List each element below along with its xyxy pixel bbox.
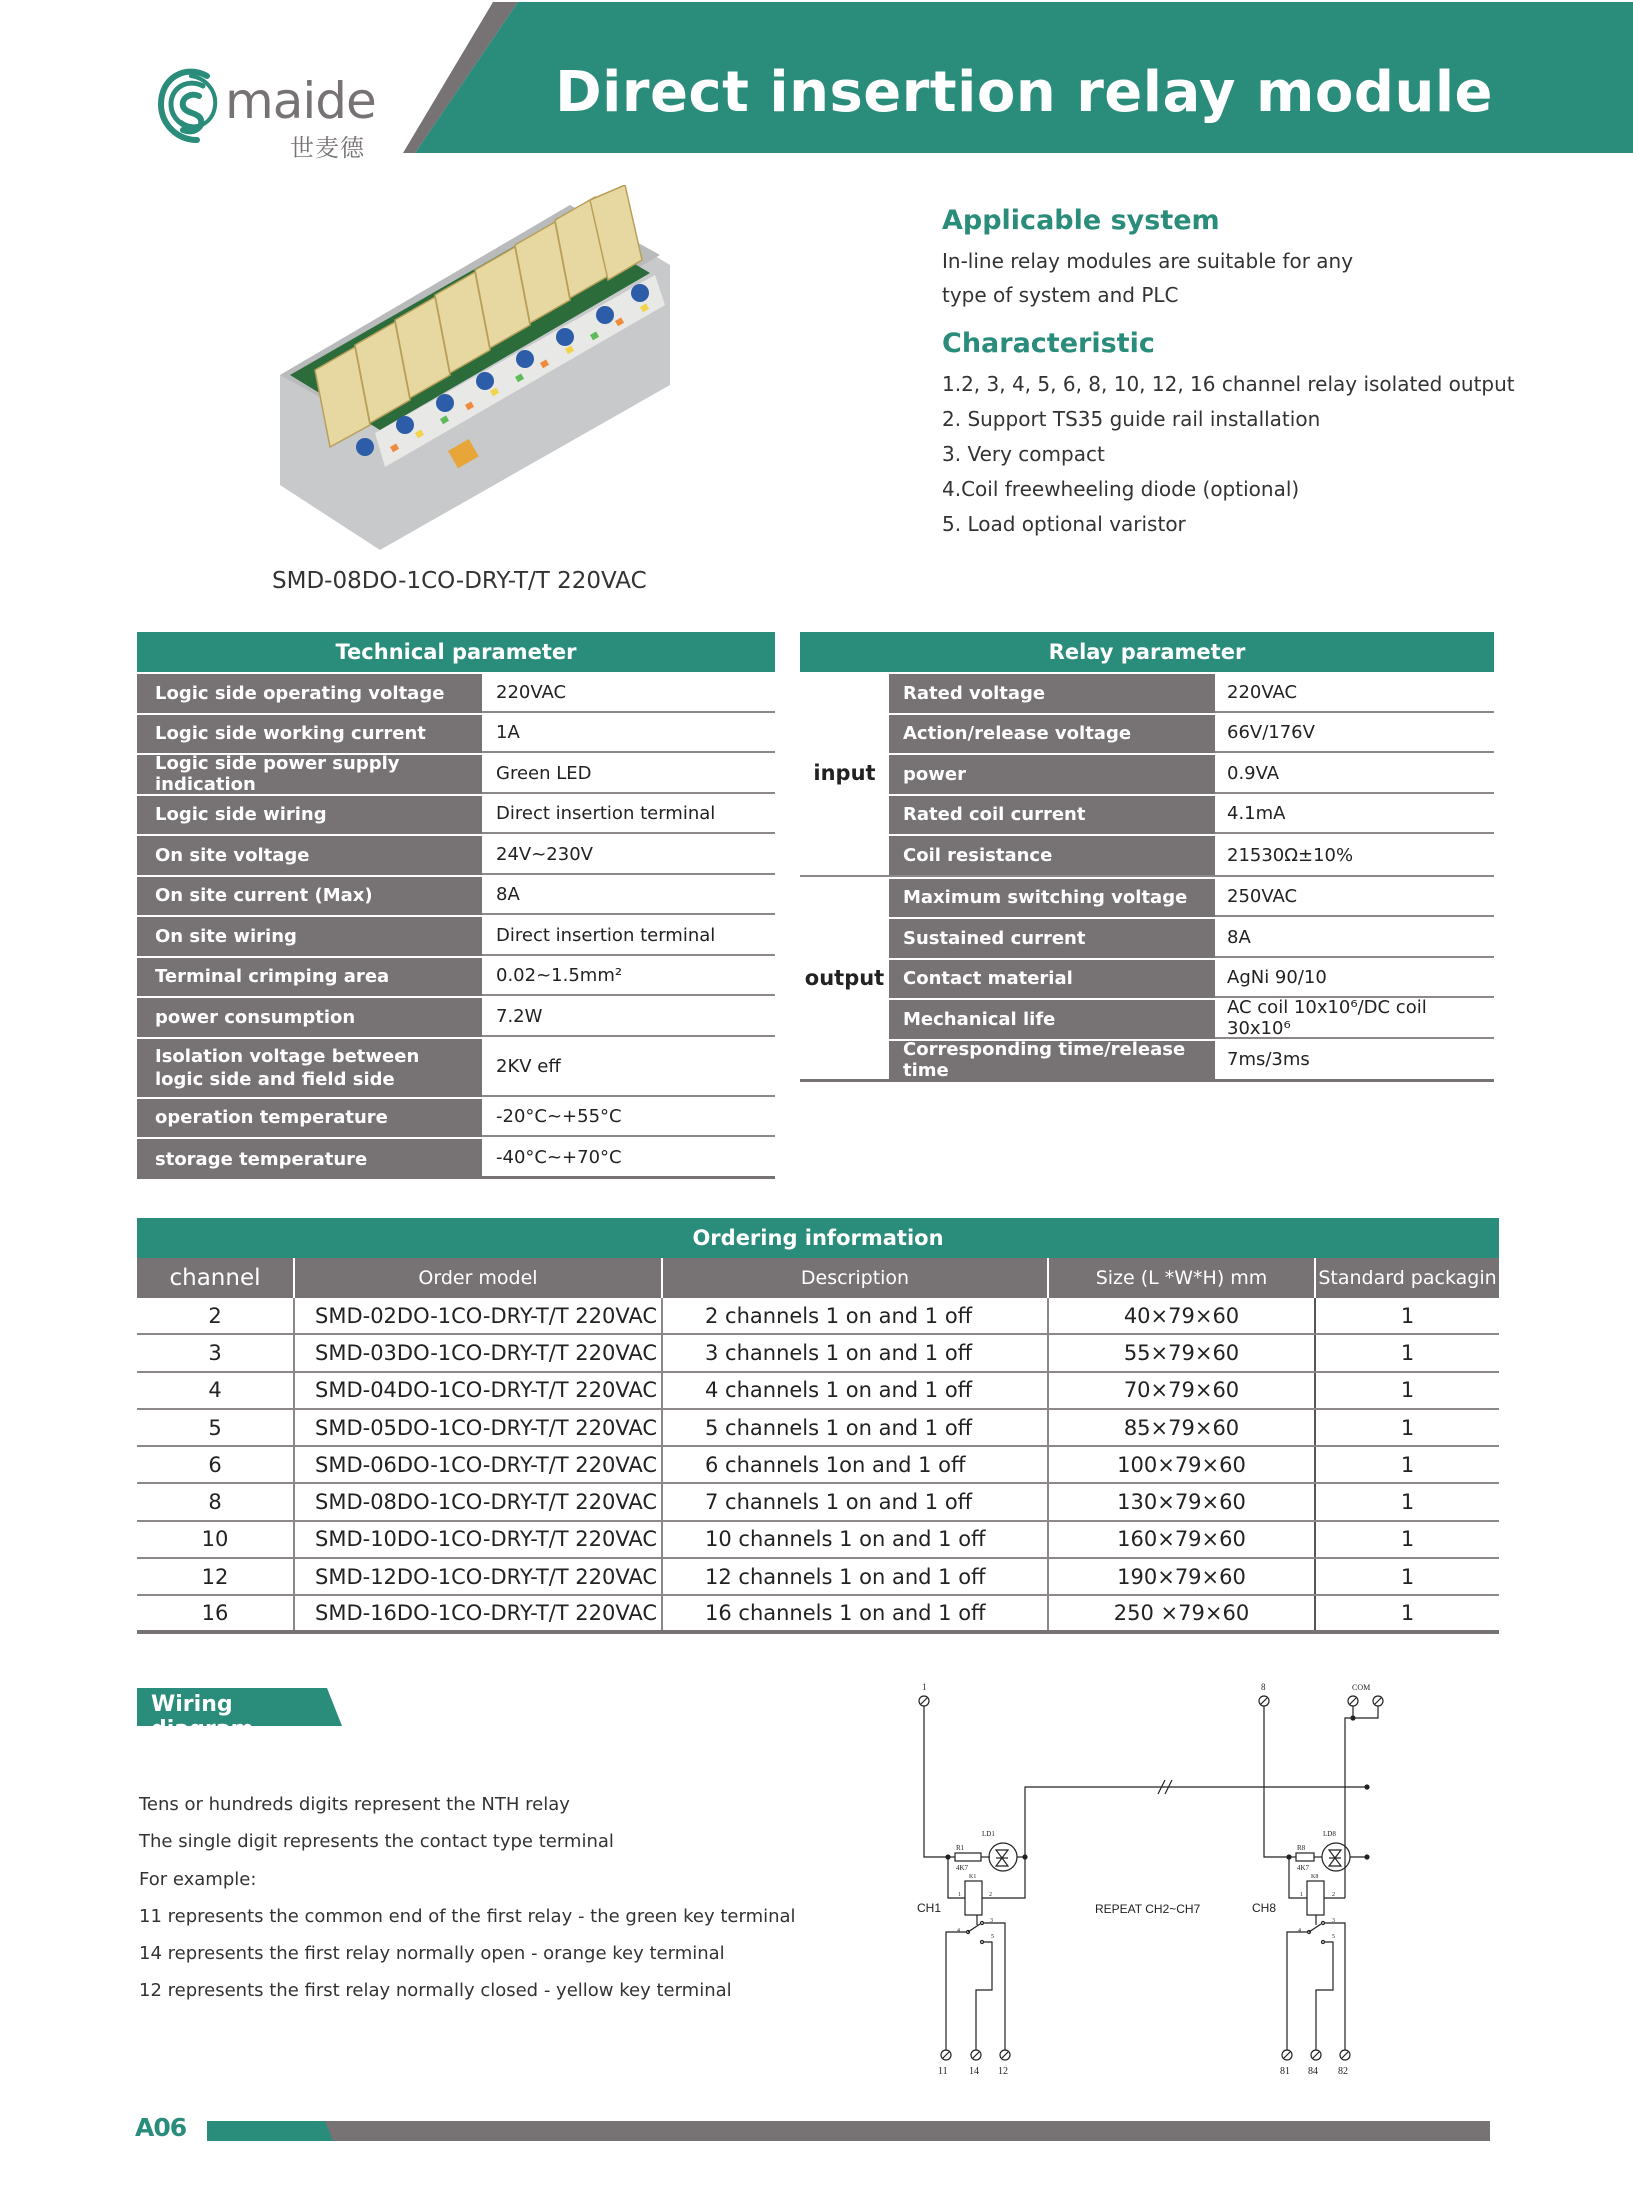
param-value: 1A [482, 715, 775, 754]
cell-description: 2 channels 1 on and 1 off [661, 1298, 1047, 1333]
table-row [137, 834, 775, 875]
table-row [137, 1097, 775, 1138]
table-row [137, 1484, 1499, 1521]
characteristic-item: 5. Load optional varistor [942, 512, 1186, 536]
cell-packaging: 1 [1314, 1484, 1499, 1519]
param-name: power [889, 755, 1215, 794]
svg-text:2: 2 [989, 1892, 992, 1898]
smaide-swirl-icon [155, 66, 225, 146]
wiring-note: 11 represents the common end of the first relay - the green key terminal [139, 1905, 796, 1927]
param-value: 0.9VA [1215, 755, 1494, 794]
cell-packaging: 1 [1314, 1373, 1499, 1408]
column-header-channel: channel [169, 1265, 261, 1291]
cell-model: SMD-12DO-1CO-DRY-T/T 220VAC [293, 1559, 661, 1594]
svg-text:K8: K8 [1311, 1874, 1319, 1880]
table-row [137, 1373, 1499, 1410]
cell-packaging: 1 [1314, 1447, 1499, 1482]
param-value: 4.1mA [1215, 796, 1494, 835]
cell-size: 160×79×60 [1047, 1522, 1314, 1557]
characteristic-item: 1.2, 3, 4, 5, 6, 8, 10, 12, 16 channel relay isolated output [942, 372, 1515, 396]
column-header-description: Description [661, 1258, 1047, 1298]
intro-section [942, 205, 1562, 542]
cell-size: 130×79×60 [1047, 1484, 1314, 1519]
table-row [137, 1559, 1499, 1596]
cell-channel: 8 [208, 1490, 222, 1515]
param-name: storage temperature [137, 1139, 482, 1179]
table-row [137, 875, 775, 916]
param-name: Rated voltage [889, 674, 1215, 713]
param-name: Contact material [889, 960, 1215, 999]
cell-size: 100×79×60 [1047, 1447, 1314, 1482]
param-value: 2KV eff [482, 1039, 775, 1097]
table-row [889, 877, 1494, 918]
table-row [137, 672, 775, 713]
cell-channel: 3 [208, 1340, 222, 1365]
brand-name-chinese: 世麦德 [290, 134, 365, 162]
cell-channel: 6 [208, 1452, 222, 1477]
param-value: 220VAC [482, 674, 775, 713]
svg-text:4K7: 4K7 [1297, 1864, 1310, 1872]
table-row [137, 713, 775, 754]
svg-text:3: 3 [990, 1918, 993, 1924]
param-name: On site voltage [137, 836, 482, 875]
table-row [137, 1298, 1499, 1335]
table-row [137, 1410, 1499, 1447]
relay-coil-icon [1307, 1881, 1324, 1915]
param-name: Maximum switching voltage [889, 879, 1215, 918]
cell-size: 70×79×60 [1047, 1373, 1314, 1408]
param-name: Rated coil current [889, 796, 1215, 835]
svg-text:2: 2 [1332, 1892, 1335, 1898]
cell-model: SMD-03DO-1CO-DRY-T/T 220VAC [293, 1335, 661, 1370]
svg-text:11: 11 [938, 2066, 948, 2077]
applicable-system-heading: Applicable system [942, 205, 1220, 236]
svg-text:4: 4 [1298, 1928, 1301, 1934]
characteristic-list [942, 367, 1562, 542]
wiring-note: 12 represents the first relay normally closed - yellow key terminal [139, 1980, 732, 2002]
svg-text:LD8: LD8 [1323, 1830, 1336, 1838]
applicable-system-line: In-line relay modules are suitable for any [942, 249, 1354, 273]
terminal-label: 1 [922, 1682, 927, 1692]
table-row [137, 996, 775, 1037]
param-name: Isolation voltage between logic side and field side [137, 1039, 482, 1097]
relay-output-group [800, 877, 1494, 1083]
repeat-label: REPEAT CH2~CH7 [1095, 1902, 1201, 1916]
param-value: 7.2W [482, 998, 775, 1037]
svg-text:1: 1 [1300, 1892, 1303, 1898]
wiring-note: Tens or hundreds digits represent the NTH relay [139, 1794, 570, 1815]
characteristic-heading: Characteristic [942, 328, 1155, 359]
table-row [889, 713, 1494, 754]
param-value: 21530Ω±10% [1227, 844, 1354, 866]
svg-text:82: 82 [1338, 2066, 1348, 2077]
led-icon [989, 1843, 1017, 1871]
table-row [889, 672, 1494, 713]
cell-channel: 10 [201, 1527, 229, 1552]
cell-description: 4 channels 1 on and 1 off [661, 1373, 1047, 1408]
cell-packaging: 1 [1314, 1335, 1499, 1370]
svg-text:4: 4 [957, 1928, 960, 1934]
channel-label: CH1 [917, 1901, 942, 1915]
param-value: 0.02~1.5mm² [482, 958, 775, 997]
table-row [137, 753, 775, 794]
cell-packaging: 1 [1314, 1522, 1499, 1557]
table-row [137, 1335, 1499, 1372]
table-row [137, 794, 775, 835]
param-name: Logic side operating voltage [137, 674, 482, 713]
cell-channel: 5 [208, 1415, 222, 1440]
svg-text:5: 5 [1332, 1934, 1335, 1940]
cell-packaging: 1 [1314, 1410, 1499, 1445]
wiring-note: The single digit represents the contact type terminal [139, 1831, 614, 1853]
cell-channel: 2 [208, 1303, 222, 1328]
led-icon [1322, 1843, 1350, 1871]
table-title: Relay parameter [800, 632, 1494, 672]
table-row [889, 753, 1494, 794]
param-value: AgNi 90/10 [1215, 960, 1494, 999]
param-name: On site wiring [137, 917, 482, 956]
svg-text:4K7: 4K7 [956, 1864, 969, 1872]
page-title: Direct insertion relay module [555, 60, 1493, 125]
table-title: Ordering information [137, 1218, 1499, 1258]
relay-coil-icon [965, 1881, 982, 1915]
param-name: Action/release voltage [889, 715, 1215, 754]
cell-description: 3 channels 1 on and 1 off [661, 1335, 1047, 1370]
param-value: Direct insertion terminal [482, 796, 775, 835]
table-row [137, 1522, 1499, 1559]
wiring-notes [139, 1786, 796, 2010]
column-header-model: Order model [293, 1258, 661, 1298]
param-name: Logic side power supply indication [137, 755, 482, 794]
cell-description: 10 channels 1 on and 1 off [661, 1522, 1047, 1557]
svg-text:LD1: LD1 [982, 1830, 995, 1838]
table-title: Technical parameter [137, 632, 775, 672]
ordering-information-table [137, 1218, 1499, 1634]
svg-text:1: 1 [958, 1892, 961, 1898]
cell-model: SMD-08DO-1CO-DRY-T/T 220VAC [293, 1484, 661, 1519]
param-value: -20°C~+55°C [482, 1099, 775, 1138]
svg-text:K1: K1 [969, 1874, 977, 1880]
cell-description: 12 channels 1 on and 1 off [661, 1559, 1047, 1594]
cell-size: 190×79×60 [1047, 1559, 1314, 1594]
table-row [137, 956, 775, 997]
cell-description: 7 channels 1 on and 1 off [661, 1484, 1047, 1519]
param-value: 8A [482, 877, 775, 916]
cell-model: SMD-10DO-1CO-DRY-T/T 220VAC [293, 1522, 661, 1557]
cell-model: SMD-06DO-1CO-DRY-T/T 220VAC [293, 1447, 661, 1482]
com-label: COM [1352, 1683, 1371, 1692]
svg-text:84: 84 [1308, 2066, 1318, 2077]
brand-name: maide [225, 72, 376, 130]
param-name: Corresponding time/release time [889, 1041, 1215, 1080]
cell-channel: 4 [208, 1378, 222, 1403]
wiring-schematic [900, 1660, 1460, 2080]
svg-text:R8: R8 [1297, 1844, 1306, 1852]
cell-packaging: 1 [1314, 1596, 1499, 1629]
cell-packaging: 1 [1314, 1559, 1499, 1594]
cell-channel: 12 [201, 1564, 229, 1589]
technical-parameter-table [137, 632, 775, 1179]
svg-text:12: 12 [998, 2066, 1008, 2077]
param-name: operation temperature [137, 1099, 482, 1138]
param-value: 66V/176V [1215, 715, 1494, 754]
table-row [889, 958, 1494, 999]
svg-text:5: 5 [991, 1934, 994, 1940]
param-name: Logic side wiring [137, 796, 482, 835]
param-name: Sustained current [889, 919, 1215, 958]
svg-text:3: 3 [1332, 1918, 1335, 1924]
param-value: 250VAC [1215, 879, 1494, 918]
cell-description: 5 channels 1 on and 1 off [661, 1410, 1047, 1445]
cell-description: 16 channels 1 on and 1 off [661, 1596, 1047, 1629]
param-value: 220VAC [1215, 674, 1494, 713]
applicable-system-line: type of system and PLC [942, 283, 1179, 307]
cell-model: SMD-05DO-1CO-DRY-T/T 220VAC [293, 1410, 661, 1445]
param-value: AC coil 10x10⁶/DC coil 30x10⁶ [1215, 1000, 1494, 1039]
cell-channel: 16 [201, 1601, 229, 1626]
cell-packaging: 1 [1314, 1298, 1499, 1333]
table-row [889, 917, 1494, 958]
relay-input-group [800, 672, 1494, 877]
cell-model: SMD-04DO-1CO-DRY-T/T 220VAC [293, 1373, 661, 1408]
title-banner [403, 2, 1633, 153]
wiring-note: For example: [139, 1868, 257, 1890]
param-name: Mechanical life [889, 1000, 1215, 1039]
table-row [137, 1137, 775, 1179]
column-headers [137, 1258, 1499, 1298]
table-row [137, 1037, 775, 1097]
param-value: 7ms/3ms [1227, 1049, 1310, 1071]
group-label: input [813, 761, 876, 786]
param-value: Direct insertion terminal [482, 917, 775, 956]
table-row [889, 794, 1494, 835]
table-row [889, 834, 1494, 875]
characteristic-item: 4.Coil freewheeling diode (optional) [942, 477, 1300, 501]
table-row [889, 1039, 1494, 1080]
cell-size: 55×79×60 [1047, 1335, 1314, 1370]
param-name: Logic side working current [137, 715, 482, 754]
characteristic-item: 2. Support TS35 guide rail installation [942, 407, 1321, 431]
characteristic-item: 3. Very compact [942, 442, 1105, 466]
wiring-note: 14 represents the first relay normally open - orange key terminal [139, 1943, 725, 1965]
table-row [137, 1447, 1499, 1484]
relay-parameter-table [800, 632, 1494, 1082]
param-value: 24V~230V [482, 836, 775, 875]
cell-size: 85×79×60 [1047, 1410, 1314, 1445]
wiring-diagram-tag [137, 1688, 342, 1742]
param-value: -40°C~+70°C [482, 1139, 775, 1179]
cell-size: 250 ×79×60 [1047, 1596, 1314, 1629]
svg-text:14: 14 [969, 2066, 979, 2077]
cell-model: SMD-02DO-1CO-DRY-T/T 220VAC [293, 1298, 661, 1333]
param-name: Coil resistance [889, 836, 1215, 875]
wiring-diagram-title: Wiring diagram [151, 1692, 254, 1742]
column-header-size: Size (L *W*H) mm [1047, 1258, 1314, 1298]
param-name: On site current (Max) [137, 877, 482, 916]
svg-text:R1: R1 [956, 1844, 965, 1852]
terminal-label: 8 [1261, 1682, 1266, 1692]
param-value: 8A [1215, 919, 1494, 958]
param-name: Terminal crimping area [137, 958, 482, 997]
cell-model: SMD-16DO-1CO-DRY-T/T 220VAC [293, 1596, 661, 1629]
page-code: A06 [135, 2113, 187, 2142]
cell-size: 40×79×60 [1047, 1298, 1314, 1333]
brand-logo [155, 62, 380, 162]
param-name: power consumption [137, 998, 482, 1037]
table-row [889, 998, 1494, 1039]
column-header-packaging: Standard packagin [1314, 1258, 1499, 1298]
channel-label: CH8 [1252, 1901, 1277, 1915]
cell-description: 6 channels 1on and 1 off [661, 1447, 1047, 1482]
screw-terminal-icon [919, 1696, 929, 1706]
table-row [137, 915, 775, 956]
footer-bar [207, 2121, 1490, 2141]
table-row [137, 1596, 1499, 1633]
product-model-caption: SMD-08DO-1CO-DRY-T/T 220VAC [272, 568, 647, 594]
param-value: Green LED [482, 755, 775, 794]
group-label: output [804, 965, 885, 990]
product-image [270, 185, 680, 555]
svg-text:81: 81 [1280, 2066, 1290, 2077]
